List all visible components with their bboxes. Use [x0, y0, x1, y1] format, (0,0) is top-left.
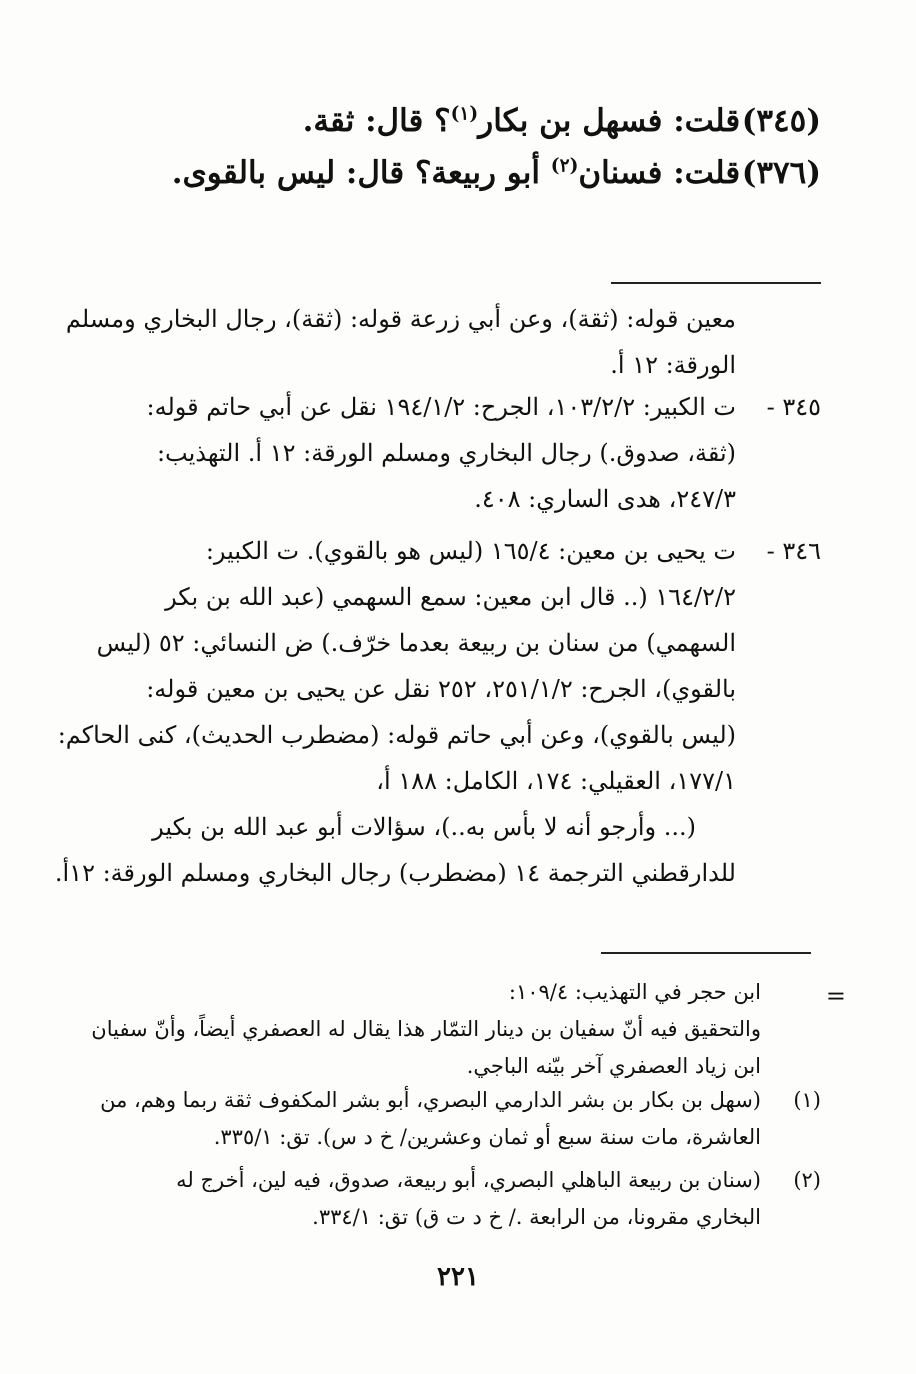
note-number: ٣٤٦ - — [766, 537, 821, 565]
entry-345 — [61, 103, 821, 139]
footnote-2 — [101, 1162, 821, 1237]
note-346 — [11, 528, 821, 898]
footnote-line: العاشرة، مات سنة سبع أو ثمان وعشرين/ خ د س). تق: ٣٣٥/١. — [213, 1125, 761, 1149]
entry-number: (٣٤٥) — [741, 103, 821, 139]
entry-text: أبو ربيعة؟ قال: ليس بالقوى. — [171, 155, 551, 191]
note-line: ١٧٧/١، العقيلي: ١٧٤، الكامل: ١٨٨ أ، — [376, 767, 736, 795]
notes-continuation — [11, 296, 821, 388]
footnote-line: (سنان بن ربيعة الباهلي البصري، أبو ربيعة، صدوق، فيه لين، أخرج له — [176, 1168, 761, 1192]
notes-separator — [611, 282, 821, 284]
note-line: (... وأرجو أنه لا بأس به..)، سؤالات أبو عبد الله بن بكير — [152, 813, 696, 841]
entry-376 — [61, 155, 821, 191]
note-number: ٣٤٥ - — [766, 393, 821, 421]
page-number: ٢٢١ — [437, 1262, 479, 1292]
footnotes-continuation — [91, 974, 821, 1089]
footnote-ref: (٢) — [550, 155, 579, 177]
note-line: الورقة: ١٢ أ. — [610, 351, 736, 379]
footnote-number: (١) — [793, 1088, 821, 1112]
footnote-line: البخاري مقرونا، من الرابعة ./ خ د ت ق) تق: ٣٣٤/١. — [312, 1205, 761, 1229]
note-line: (ليس بالقوي)، وعن أبي حاتم قوله: (مضطرب الحديث)، كنى الحاكم: — [57, 721, 736, 749]
entry-text: ؟ قال: ثقة. — [302, 103, 451, 139]
footnote-continuation-mark: = — [825, 982, 846, 1010]
footnote-line: ابن زياد العصفري آخر بيّنه الباجي. — [466, 1054, 761, 1078]
note-line: ١٦٤/٢/٢ (.. قال ابن معين: سمع السهمي (عبد الله بن بكر — [165, 583, 736, 611]
footnote-ref: (١) — [450, 103, 479, 125]
footnote-number: (٢) — [793, 1168, 821, 1192]
footnote-line: والتحقيق فيه أنّ سفيان بن دينار التمّار هذا يقال له العصفري أيضاً، وأنّ سفيان — [91, 1017, 761, 1041]
note-line: ت الكبير: ١٠٣/٢/٢، الجرح: ١٩٤/١/٢ نقل عن أبي حاتم قوله: — [146, 393, 736, 421]
note-345 — [11, 384, 821, 522]
note-line: (ثقة، صدوق.) رجال البخاري ومسلم الورقة: ١٢ أ. التهذيب: — [156, 439, 736, 467]
note-line: بالقوي)، الجرح: ٢٥١/١/٢، ٢٥٢ نقل عن يحيى بن معين قوله: — [146, 675, 736, 703]
entry-number: (٣٧٦) — [741, 155, 821, 191]
note-line: للدارقطني الترجمة ١٤ (مضطرب) رجال البخاري ومسلم الورقة: ١٢أ. — [54, 859, 736, 887]
footnotes-separator — [601, 952, 811, 954]
footnote-1 — [101, 1082, 821, 1157]
footnote-line: ابن حجر في التهذيب: ١٠٩/٤: — [508, 980, 761, 1004]
footnote-line: (سهل بن بكار بن بشر الدارمي البصري، أبو بشر المكفوف ثقة ربما وهم، من — [100, 1088, 761, 1112]
note-line: ٢٤٧/٣، هدى الساري: ٤٠٨. — [474, 485, 736, 513]
entry-text: قلت: فسهل بن بكار — [478, 103, 741, 139]
note-line: ت يحيى بن معين: ١٦٥/٤ (ليس هو بالقوي). ت الكبير: — [205, 537, 736, 565]
note-line: معين قوله: (ثقة)، وعن أبي زرعة قوله: (ثقة)، رجال البخاري ومسلم — [65, 305, 736, 333]
note-line: السهمي) من سنان بن ربيعة بعدما خرّف.) ض النسائي: ٥٢ (ليس — [96, 629, 736, 657]
entry-text: قلت: فسنان — [578, 155, 741, 191]
